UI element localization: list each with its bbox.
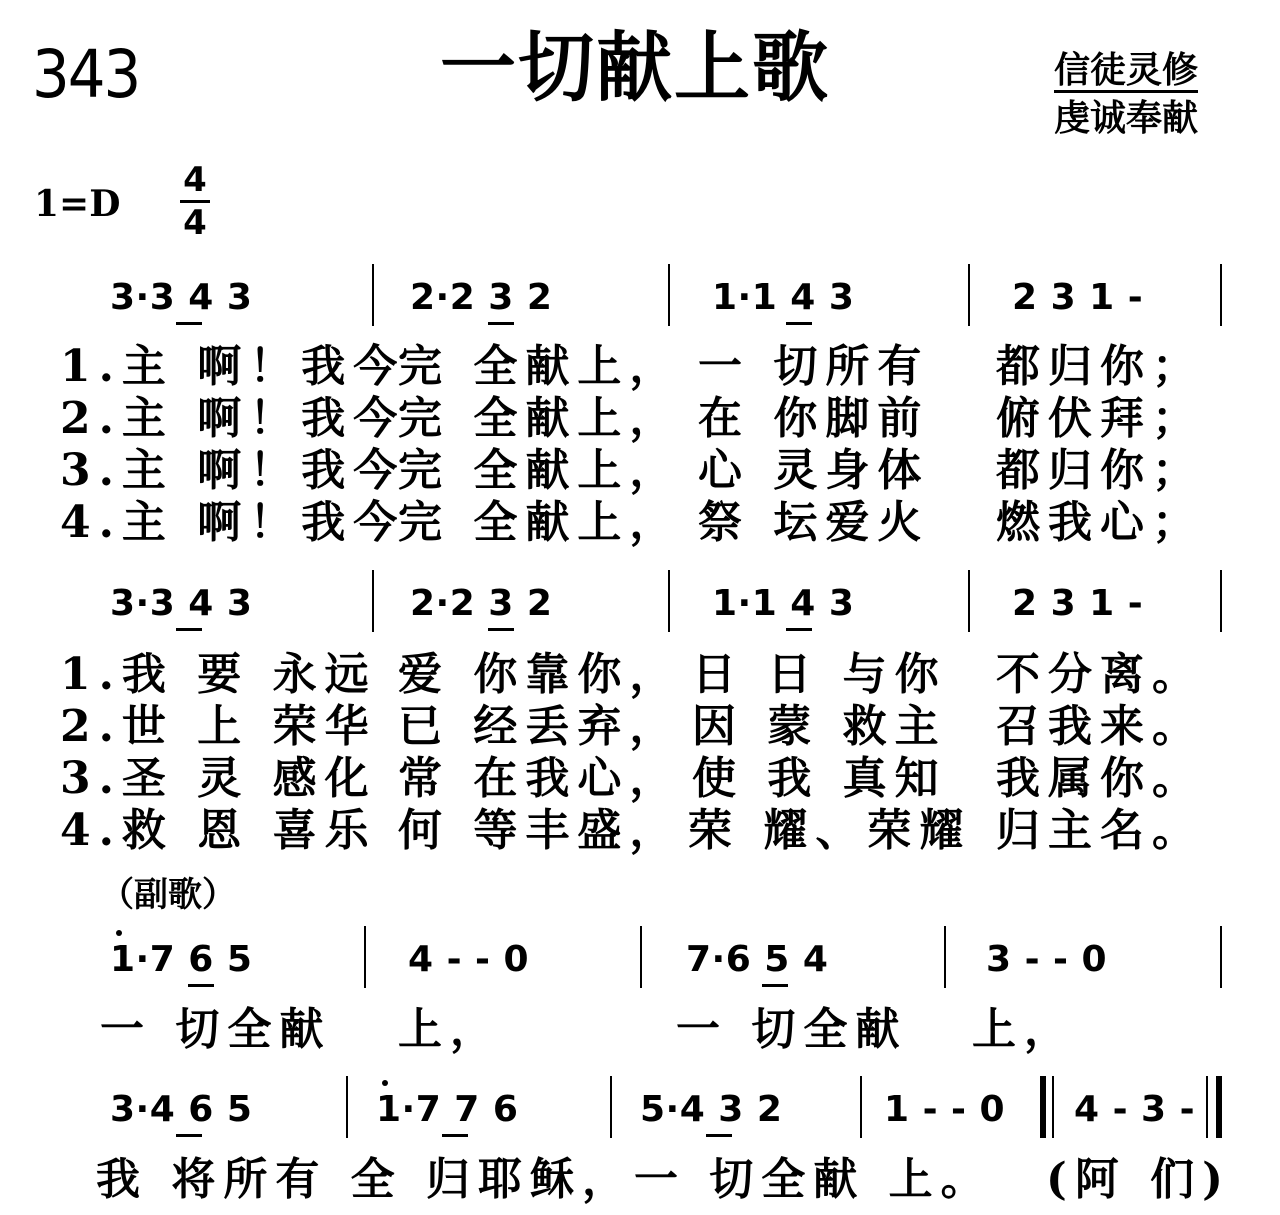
lyric: 召我来。 xyxy=(996,701,1204,752)
c2-measure-1 xyxy=(110,1089,253,1130)
time-signature-top: 4 xyxy=(183,160,207,200)
lyric: 归主名。 xyxy=(996,805,1204,856)
notes: 3·3 4 3 xyxy=(110,277,253,318)
lyric: 完 全献上， xyxy=(398,445,682,496)
time-signature xyxy=(180,162,210,241)
hymn-number: 343 xyxy=(32,36,140,113)
c1-lyric-2: 上， xyxy=(398,1004,502,1055)
notes: 2 3 1 - xyxy=(1012,277,1144,318)
s1-measure-2 xyxy=(410,277,553,318)
barline xyxy=(372,570,374,632)
barline xyxy=(640,926,642,988)
notes: 2 3 1 - xyxy=(1012,583,1144,624)
amen-label: (阿 们) xyxy=(1046,1154,1231,1205)
c2-measure-4 xyxy=(884,1089,1006,1130)
key-signature: 1=D xyxy=(34,183,121,225)
notes: 4 - - 0 xyxy=(408,939,530,980)
s1-verse-4: 4.主 啊！我今 xyxy=(60,497,406,548)
barline xyxy=(1220,570,1222,632)
note-underline xyxy=(786,322,812,325)
c2-lyric: 我 将所有 全 归耶稣，一 切全献 上。 xyxy=(96,1154,993,1205)
c1-lyric-4: 上， xyxy=(972,1004,1076,1055)
lyric: 一 切所有 xyxy=(698,341,930,392)
barline xyxy=(610,1076,612,1138)
c2-measure-3 xyxy=(640,1089,783,1130)
lyric: 都归你； xyxy=(996,341,1204,392)
notes: 7·6 5 4 xyxy=(686,939,829,980)
s1-verse-1 xyxy=(60,341,406,392)
lyric: 使 我 真知 xyxy=(692,753,947,804)
note-underline xyxy=(176,628,202,631)
lyric: 1.主 啊！我今 xyxy=(60,341,406,392)
c1-measure-3 xyxy=(686,939,829,980)
notes: 3·3 4 3 xyxy=(110,583,253,624)
s2-verse-1: 1.我 要 永远 xyxy=(60,649,377,700)
note-underline xyxy=(786,628,812,631)
note-underline xyxy=(488,628,514,631)
barline xyxy=(346,1076,348,1138)
barline xyxy=(668,264,670,326)
lyric: 完 全献上， xyxy=(398,393,682,444)
s1-verse-3: 3.主 啊！我今 xyxy=(60,445,406,496)
note-underline xyxy=(762,984,788,987)
barline xyxy=(860,1076,862,1138)
s2-verse-4: 4.救 恩 喜乐 xyxy=(60,805,377,856)
lyric: 何 等丰盛， xyxy=(398,805,682,856)
lyric: 都归你； xyxy=(996,445,1204,496)
note-underline xyxy=(176,1134,202,1137)
barline xyxy=(944,926,946,988)
hymn-title: 一切献上歌 xyxy=(440,23,830,112)
lyric: 俯伏拜； xyxy=(996,393,1204,444)
barline xyxy=(968,570,970,632)
category-secondary: 虔诚奉献 xyxy=(1054,97,1199,139)
c1-lyric-1: 一 切全献 xyxy=(100,1004,332,1055)
s1-verse-2: 2.主 啊！我今 xyxy=(60,393,406,444)
notes: 2·2 3 2 xyxy=(410,583,553,624)
lyric: 不分离。 xyxy=(996,649,1204,700)
lyric: 祭 坛爱火 xyxy=(698,497,930,548)
c1-measure-1 xyxy=(110,939,253,980)
lyric: 因 蒙 救主 xyxy=(692,701,947,752)
c1-measure-2 xyxy=(408,939,530,980)
lyric: 燃我心； xyxy=(996,497,1204,548)
notes: 2·2 3 2 xyxy=(410,277,553,318)
double-barline xyxy=(1052,1076,1054,1138)
note-underline xyxy=(706,1134,732,1137)
c1-lyric-3: 一 切全献 xyxy=(676,1004,908,1055)
s2-measure-4 xyxy=(1012,583,1144,624)
c2-measure-2 xyxy=(376,1089,519,1130)
notes: 1·7 7 6 xyxy=(376,1089,519,1130)
notes: 4 - 3 - xyxy=(1074,1089,1196,1130)
category-primary: 信徒灵修 xyxy=(1054,49,1199,91)
final-barline xyxy=(1216,1076,1222,1138)
lyric: 在 你脚前 xyxy=(698,393,930,444)
barline xyxy=(1220,264,1222,326)
s1-measure-3 xyxy=(712,277,855,318)
high-octave-dot xyxy=(116,930,122,936)
s1-measure-4 xyxy=(1012,277,1144,318)
s2-measure-1 xyxy=(110,583,253,624)
notes: 3 - - 0 xyxy=(986,939,1108,980)
lyric: 爱 你靠你， xyxy=(398,649,682,700)
s2-verse-2: 2.世 上 荣华 xyxy=(60,701,377,752)
note-underline xyxy=(176,322,202,325)
final-barline xyxy=(1206,1076,1208,1138)
barline xyxy=(1220,926,1222,988)
notes: 1·1 4 3 xyxy=(712,583,855,624)
s2-measure-3 xyxy=(712,583,855,624)
lyric: 我属你。 xyxy=(996,753,1204,804)
barline xyxy=(372,264,374,326)
note-underline xyxy=(188,984,214,987)
notes: 1·7 6 5 xyxy=(110,939,253,980)
barline xyxy=(364,926,366,988)
c2-measure-5 xyxy=(1074,1089,1196,1130)
notes: 3·4 6 5 xyxy=(110,1089,253,1130)
s1-measure-1 xyxy=(110,277,253,318)
note-underline xyxy=(442,1134,468,1137)
chorus-label: （副歌） xyxy=(100,875,236,915)
lyric: 心 灵身体 xyxy=(698,445,930,496)
barline xyxy=(968,264,970,326)
lyric: 完 全献上， xyxy=(398,497,682,548)
lyric: 日 日 与你 xyxy=(692,649,947,700)
s2-verse-3: 3.圣 灵 感化 xyxy=(60,753,377,804)
notes: 1 - - 0 xyxy=(884,1089,1006,1130)
lyric: 常 在我心， xyxy=(398,753,682,804)
time-signature-bottom: 4 xyxy=(183,203,207,243)
notes: 1·1 4 3 xyxy=(712,277,855,318)
high-octave-dot xyxy=(382,1080,388,1086)
lyric: 完 全献上， xyxy=(398,341,682,392)
c1-measure-4 xyxy=(986,939,1108,980)
note-underline xyxy=(488,322,514,325)
barline xyxy=(668,570,670,632)
s2-measure-2 xyxy=(410,583,553,624)
lyric: 荣 耀、荣耀 xyxy=(688,805,972,856)
lyric: 已 经丢弃， xyxy=(398,701,682,752)
double-barline xyxy=(1040,1076,1046,1138)
notes: 5·4 3 2 xyxy=(640,1089,783,1130)
